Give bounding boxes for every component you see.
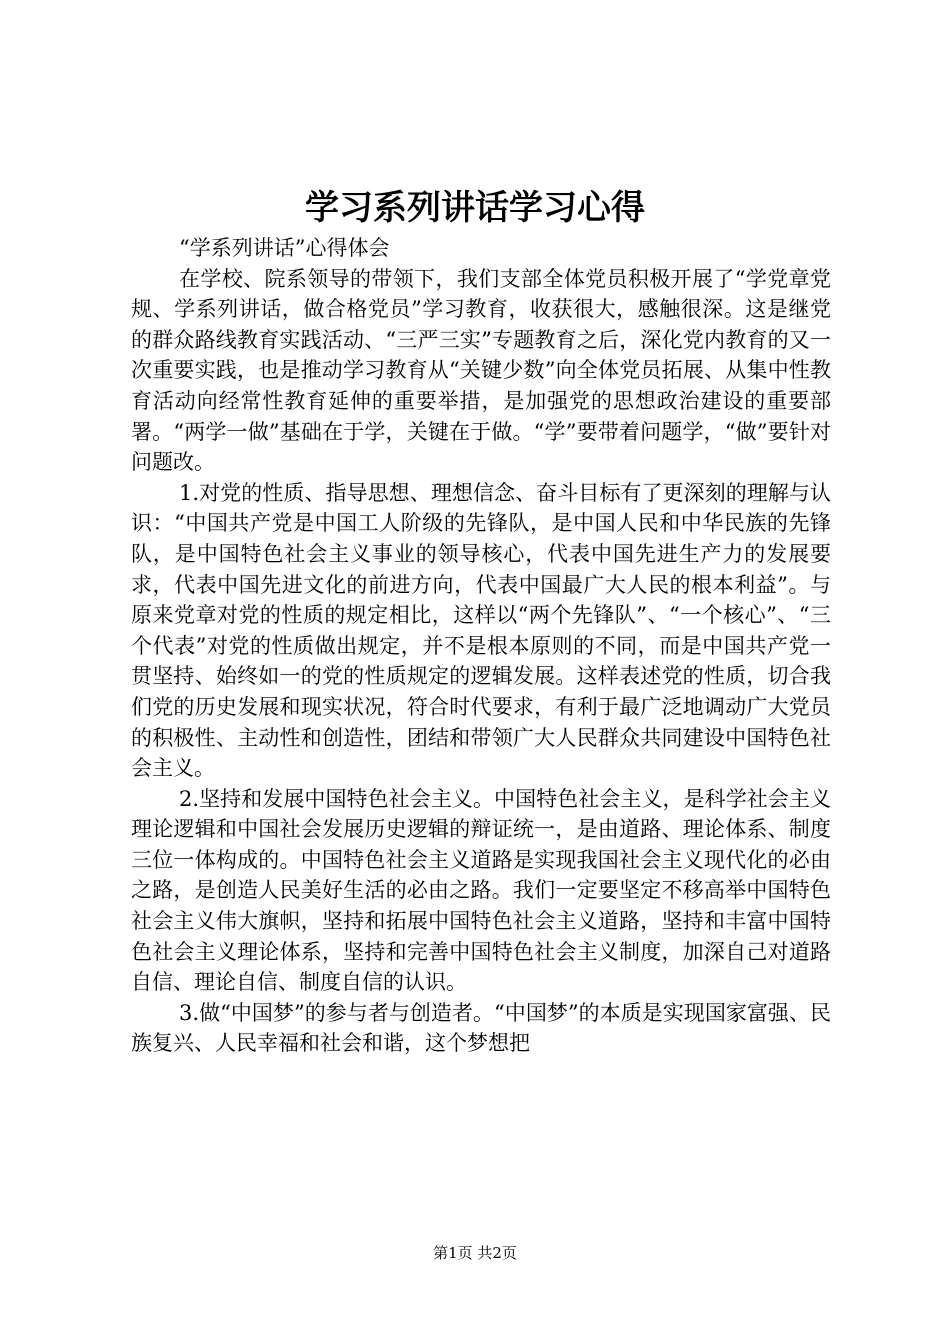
intro-paragraph: 在学校、院系领导的带领下，我们支部全体党员积极开展了“学党章党规、学系列讲话，做合格党员”学习教育，收获很大，感触很深。这是继党的群众路线教育实践活动、“三严三实”专题教育之后，深化党内教育的又一次重要实践，也是推动学习教育从“关键少数”向全体党员拓展、从集中性教育活动向经常性教育延伸的重要举措，是加强党的思想政治建设的重要部署。“两学一做”基础在于学，关键在于做。“学”要带着问题学，“做”要针对问题改。 [131,266,831,475]
point-1-paragraph: 1.对党的性质、指导思想、理想信念、奋斗目标有了更深刻的理解与认识：“中国共产党是中国工人阶级的先锋队，是中国人民和中华民族的先锋队，是中国特色社会主义事业的领导核心，代表中国先进生产力的发展要求，代表中国先进文化的前进方向，代表中国最广大人民的根本利益”。与原来党章对党的性质的规定相比，这样以“两个先锋队”、“一个核心”、“三个代表”对党的性质做出规定，并不是根本原则的不同，而是中国共产党一贯坚持、始终如一的党的性质规定的逻辑发展。这样表述党的性质，切合我们党的历史发展和现实状况，符合时代要求，有利于最广泛地调动广大党员的积极性、主动性和创造性，团结和带领广大人民群众共同建设中国特色社会主义。 [131,480,831,781]
point-3-paragraph: 3.做“中国梦”的参与者与创造者。“中国梦”的本质是实现国家富强、民族复兴、人民幸福和社会和谐，这个梦想把 [131,1000,831,1056]
point-2-paragraph: 2.坚持和发展中国特色社会主义。中国特色社会主义，是科学社会主义理论逻辑和中国社会发展历史逻辑的辩证统一，是由道路、理论体系、制度三位一体构成的。中国特色社会主义道路是实现我国社会主义现代化的必由之路，是创造人民美好生活的必由之路。我们一定要坚定不移高举中国特色社会主义伟大旗帜，坚持和拓展中国特色社会主义道路，坚持和丰富中国特色社会主义理论体系，坚持和完善中国特色社会主义制度，加深自己对道路自信、理论自信、制度自信的认识。 [131,786,831,995]
document-title: 学习系列讲话学习心得 [305,188,645,228]
page-number-footer: 第1页 共2页 [433,1244,517,1262]
subtitle-paragraph: “学系列讲话”心得体会 [179,236,390,260]
document-body [131,233,831,1059]
